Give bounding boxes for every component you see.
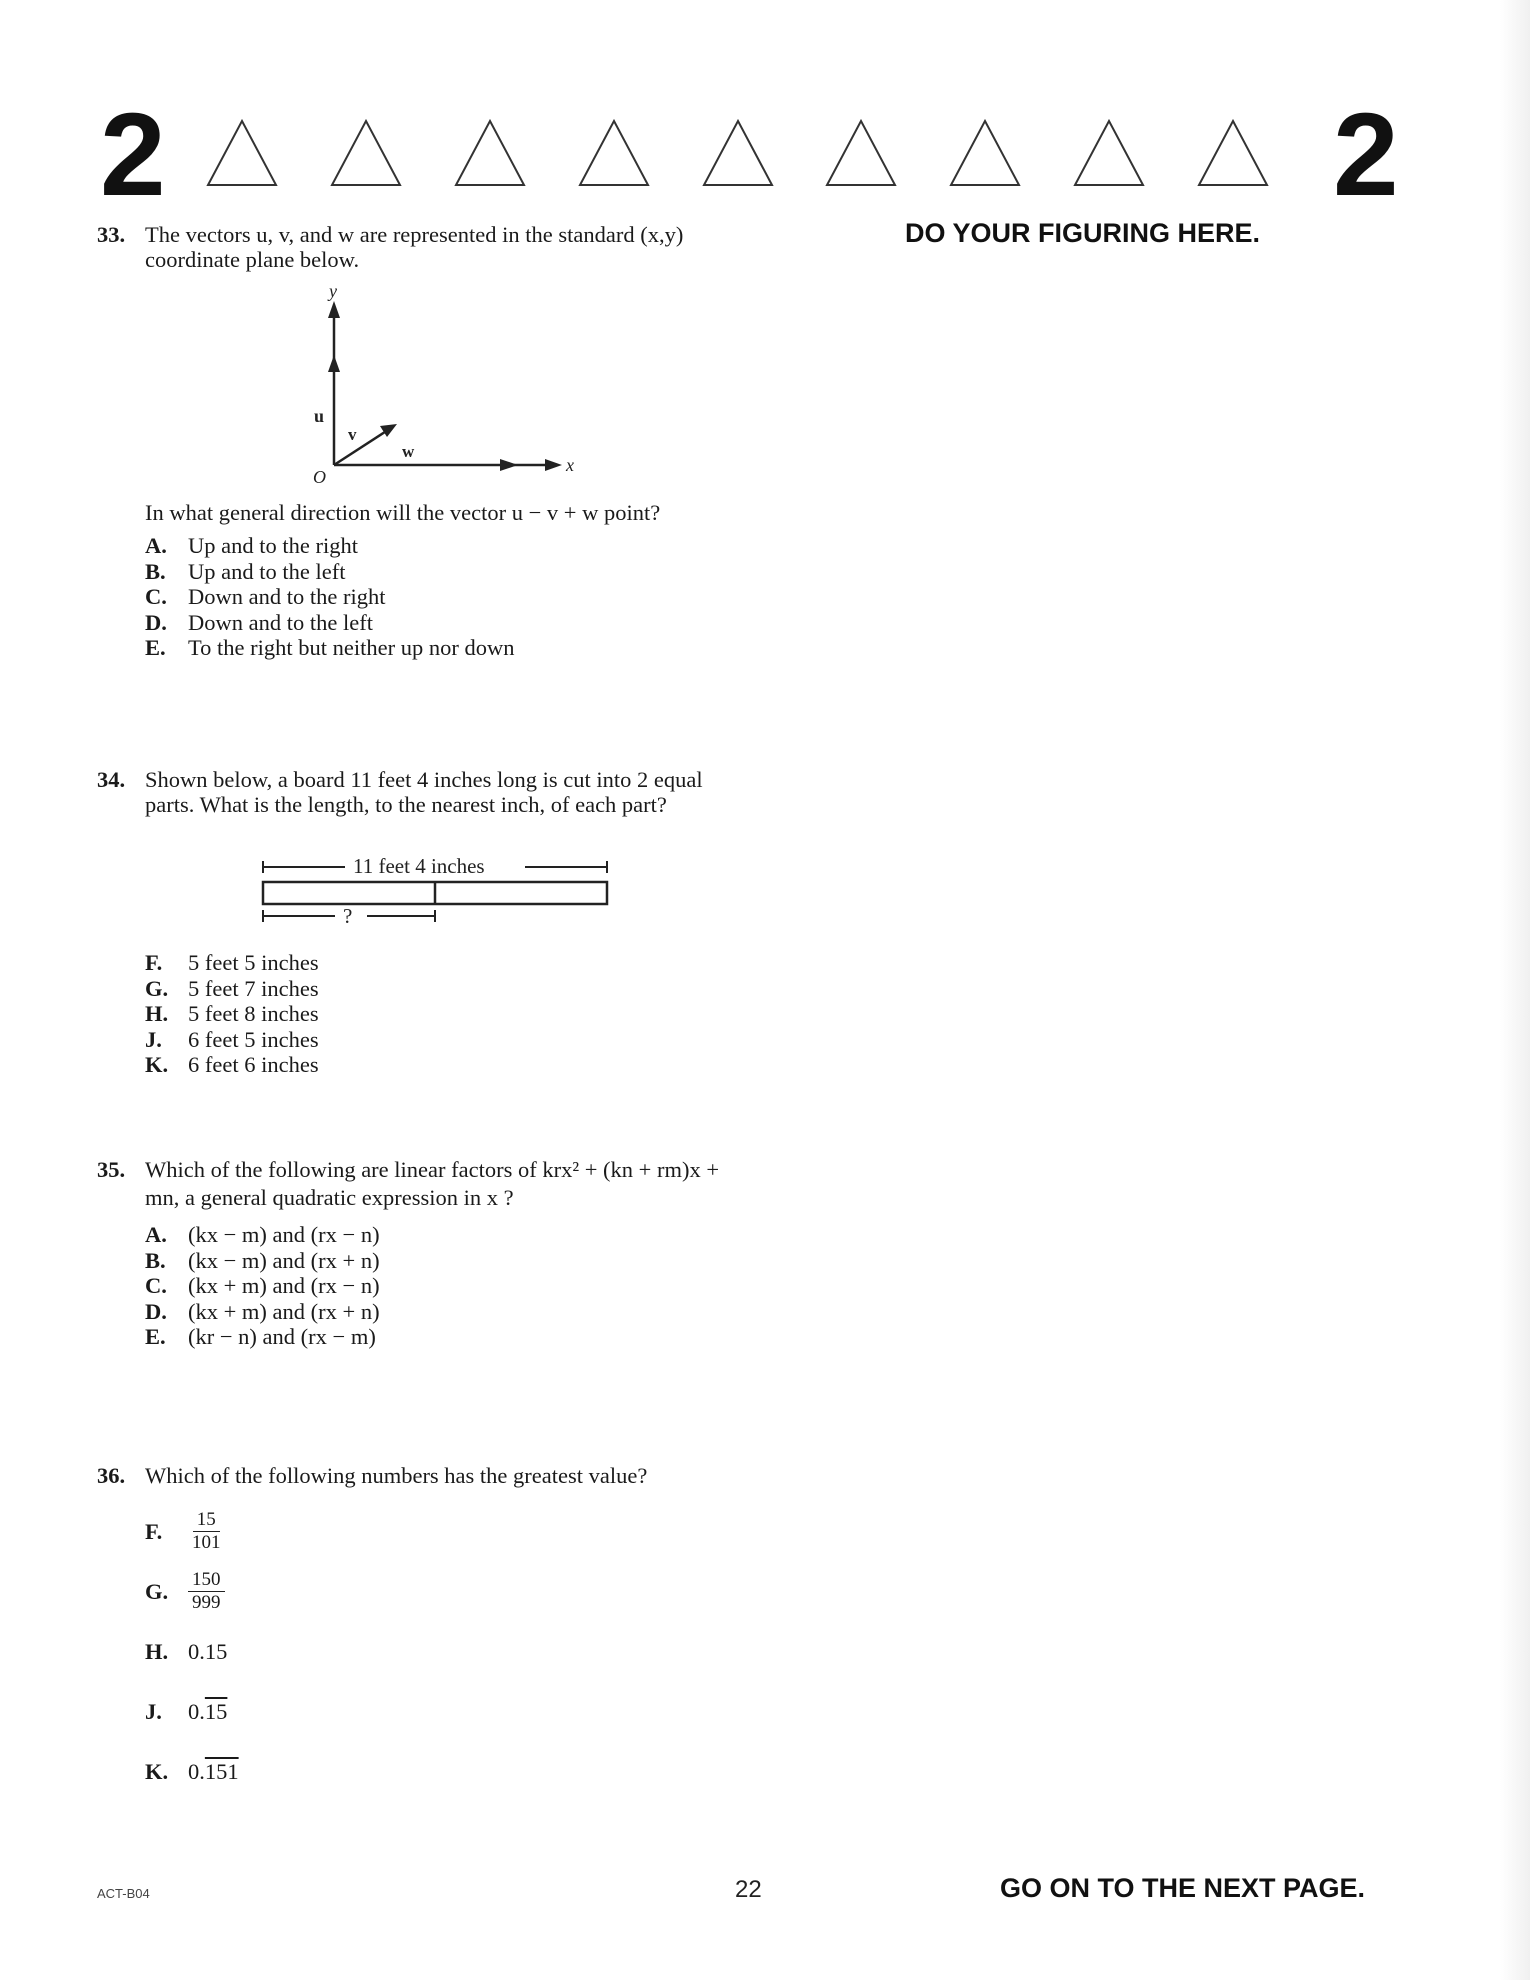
- choice-text: Up and to the right: [188, 533, 358, 558]
- choice-text: To the right but neither up nor down: [188, 635, 515, 660]
- section-number-right: 2: [1333, 89, 1399, 221]
- triangle-icon: [329, 118, 403, 188]
- answer-choices: [145, 1506, 732, 1796]
- choice-text: 5 feet 8 inches: [188, 1001, 319, 1026]
- question-33-prompt: [97, 500, 732, 661]
- choice-letter: H.: [145, 1001, 169, 1026]
- choice-letter: E.: [145, 1324, 166, 1349]
- choice-letter: K.: [145, 1758, 169, 1784]
- question-35: [97, 1156, 732, 1350]
- origin-label: O: [313, 467, 326, 487]
- triangle-icon: [824, 118, 898, 188]
- choice-letter: H.: [145, 1638, 169, 1664]
- part-length-label: ?: [343, 904, 353, 928]
- choice-e[interactable]: [145, 1324, 732, 1350]
- choice-letter: J.: [145, 1026, 162, 1052]
- question-stem: Which of the following are linear factors of krx² + (kn + rm)x + mn, a general quadratic expression in x ?: [145, 1157, 720, 1210]
- u-label: u: [314, 406, 325, 426]
- choice-k[interactable]: [145, 1746, 732, 1796]
- choice-a[interactable]: [145, 1222, 732, 1248]
- triangle-icon: [577, 118, 651, 188]
- choice-letter: B.: [145, 1247, 166, 1273]
- w-label: w: [402, 442, 415, 461]
- question-36: [97, 1463, 732, 1806]
- choice-c[interactable]: [145, 584, 732, 610]
- choice-text: (kr − n) and (rx − m): [188, 1324, 376, 1349]
- numerator: 15: [193, 1509, 220, 1532]
- w-arrow: [500, 459, 518, 471]
- fraction: [188, 1509, 225, 1554]
- choice-letter: F.: [145, 1518, 163, 1544]
- y-axis-label: y: [329, 281, 337, 301]
- choice-letter: B.: [145, 558, 166, 584]
- repeating-digits: 151: [204, 1758, 239, 1784]
- choice-letter: A.: [145, 533, 167, 558]
- choice-text: Up and to the left: [188, 558, 346, 584]
- question-33: [97, 222, 732, 272]
- choice-text: 6 feet 5 inches: [188, 1026, 319, 1052]
- answer-choices: [145, 1222, 732, 1350]
- page-edge: [1500, 0, 1530, 1980]
- question-34-choices: [97, 950, 732, 1078]
- form-code: ACT-B04: [97, 1886, 150, 1901]
- choice-letter: C.: [145, 584, 167, 609]
- v-vector: [334, 430, 388, 465]
- choice-letter: F.: [145, 950, 163, 975]
- choice-text: Down and to the right: [188, 584, 386, 609]
- page-number: 22: [735, 1876, 762, 1903]
- choice-text: 5 feet 7 inches: [188, 975, 319, 1001]
- choice-c[interactable]: [145, 1273, 732, 1299]
- triangle-icon: [948, 118, 1022, 188]
- choice-g[interactable]: [145, 1566, 732, 1616]
- fraction: [188, 1569, 225, 1614]
- question-stem: Which of the following numbers has the greatest value?: [145, 1463, 648, 1488]
- choice-b[interactable]: [145, 1248, 732, 1274]
- choice-text: (kx − m) and (rx − n): [188, 1222, 380, 1247]
- choice-letter: D.: [145, 609, 167, 635]
- v-arrow: [380, 424, 397, 437]
- triangle-icon: [1196, 118, 1270, 188]
- choice-letter: D.: [145, 1298, 167, 1324]
- question-stem: Shown below, a board 11 feet 4 inches long is cut into 2 equal parts. What is the length, to the nearest inch, of each part?: [145, 767, 703, 817]
- choice-b[interactable]: [145, 559, 732, 585]
- choice-letter: G.: [145, 1578, 169, 1604]
- figuring-note: DO YOUR FIGURING HERE.: [905, 218, 1261, 248]
- choice-j[interactable]: [145, 1686, 732, 1736]
- vector-diagram: [300, 281, 574, 487]
- choice-g[interactable]: [145, 976, 732, 1002]
- question-34: [97, 767, 732, 817]
- triangle-icon: [701, 118, 775, 188]
- decimal-prefix: 0.: [188, 1758, 205, 1784]
- choice-text: 5 feet 5 inches: [188, 950, 319, 975]
- choice-a[interactable]: [145, 533, 732, 559]
- question-number: 36.: [97, 1463, 126, 1488]
- u-arrow: [328, 355, 340, 372]
- choice-text: (kx + m) and (rx + n): [188, 1298, 380, 1324]
- section-number-left: 2: [100, 89, 166, 221]
- choice-text: (kx − m) and (rx + n): [188, 1247, 380, 1273]
- answer-choices: [145, 533, 732, 661]
- choice-h[interactable]: [145, 1001, 732, 1027]
- denominator: 101: [192, 1531, 221, 1553]
- choice-k[interactable]: [145, 1052, 732, 1078]
- triangle-icon: [453, 118, 527, 188]
- choice-d[interactable]: [145, 1299, 732, 1325]
- x-axis-label: x: [566, 455, 574, 475]
- choice-text: 0.15: [188, 1638, 228, 1664]
- choice-f[interactable]: [145, 950, 732, 976]
- choice-letter: E.: [145, 635, 166, 660]
- triangle-divider: [205, 118, 1270, 188]
- numerator: 150: [188, 1569, 225, 1592]
- v-label: v: [348, 425, 357, 444]
- choice-letter: C.: [145, 1273, 167, 1298]
- answer-choices: [145, 950, 732, 1078]
- choice-letter: G.: [145, 975, 169, 1001]
- choice-j[interactable]: [145, 1027, 732, 1053]
- choice-letter: J.: [145, 1698, 162, 1724]
- choice-text: (kx + m) and (rx − n): [188, 1273, 380, 1298]
- triangle-icon: [1072, 118, 1146, 188]
- choice-letter: A.: [145, 1222, 167, 1247]
- choice-h[interactable]: [145, 1626, 732, 1676]
- total-length-label: 11 feet 4 inches: [353, 854, 485, 878]
- choice-d[interactable]: [145, 610, 732, 636]
- choice-f[interactable]: [145, 1506, 732, 1556]
- question-stem: The vectors u, v, and w are represented in the standard (x,y) coordinate plane below.: [145, 222, 684, 272]
- question-number: 34.: [97, 767, 126, 792]
- question-prompt: In what general direction will the vector u − v + w point?: [145, 500, 661, 525]
- x-axis-arrow: [545, 459, 562, 471]
- triangle-icon: [205, 118, 279, 188]
- denominator: 999: [192, 1591, 221, 1613]
- decimal-prefix: 0.: [188, 1698, 205, 1724]
- question-number: 35.: [97, 1157, 126, 1182]
- y-axis-arrow: [328, 301, 340, 318]
- repeating-digits: 15: [204, 1698, 228, 1724]
- choice-text: 6 feet 6 inches: [188, 1052, 319, 1077]
- choice-text: Down and to the left: [188, 609, 373, 635]
- next-page-note: GO ON TO THE NEXT PAGE.: [1000, 1873, 1366, 1903]
- question-number: 33.: [97, 222, 126, 247]
- choice-e[interactable]: [145, 635, 732, 661]
- choice-letter: K.: [145, 1052, 169, 1077]
- board-diagram: [255, 848, 615, 933]
